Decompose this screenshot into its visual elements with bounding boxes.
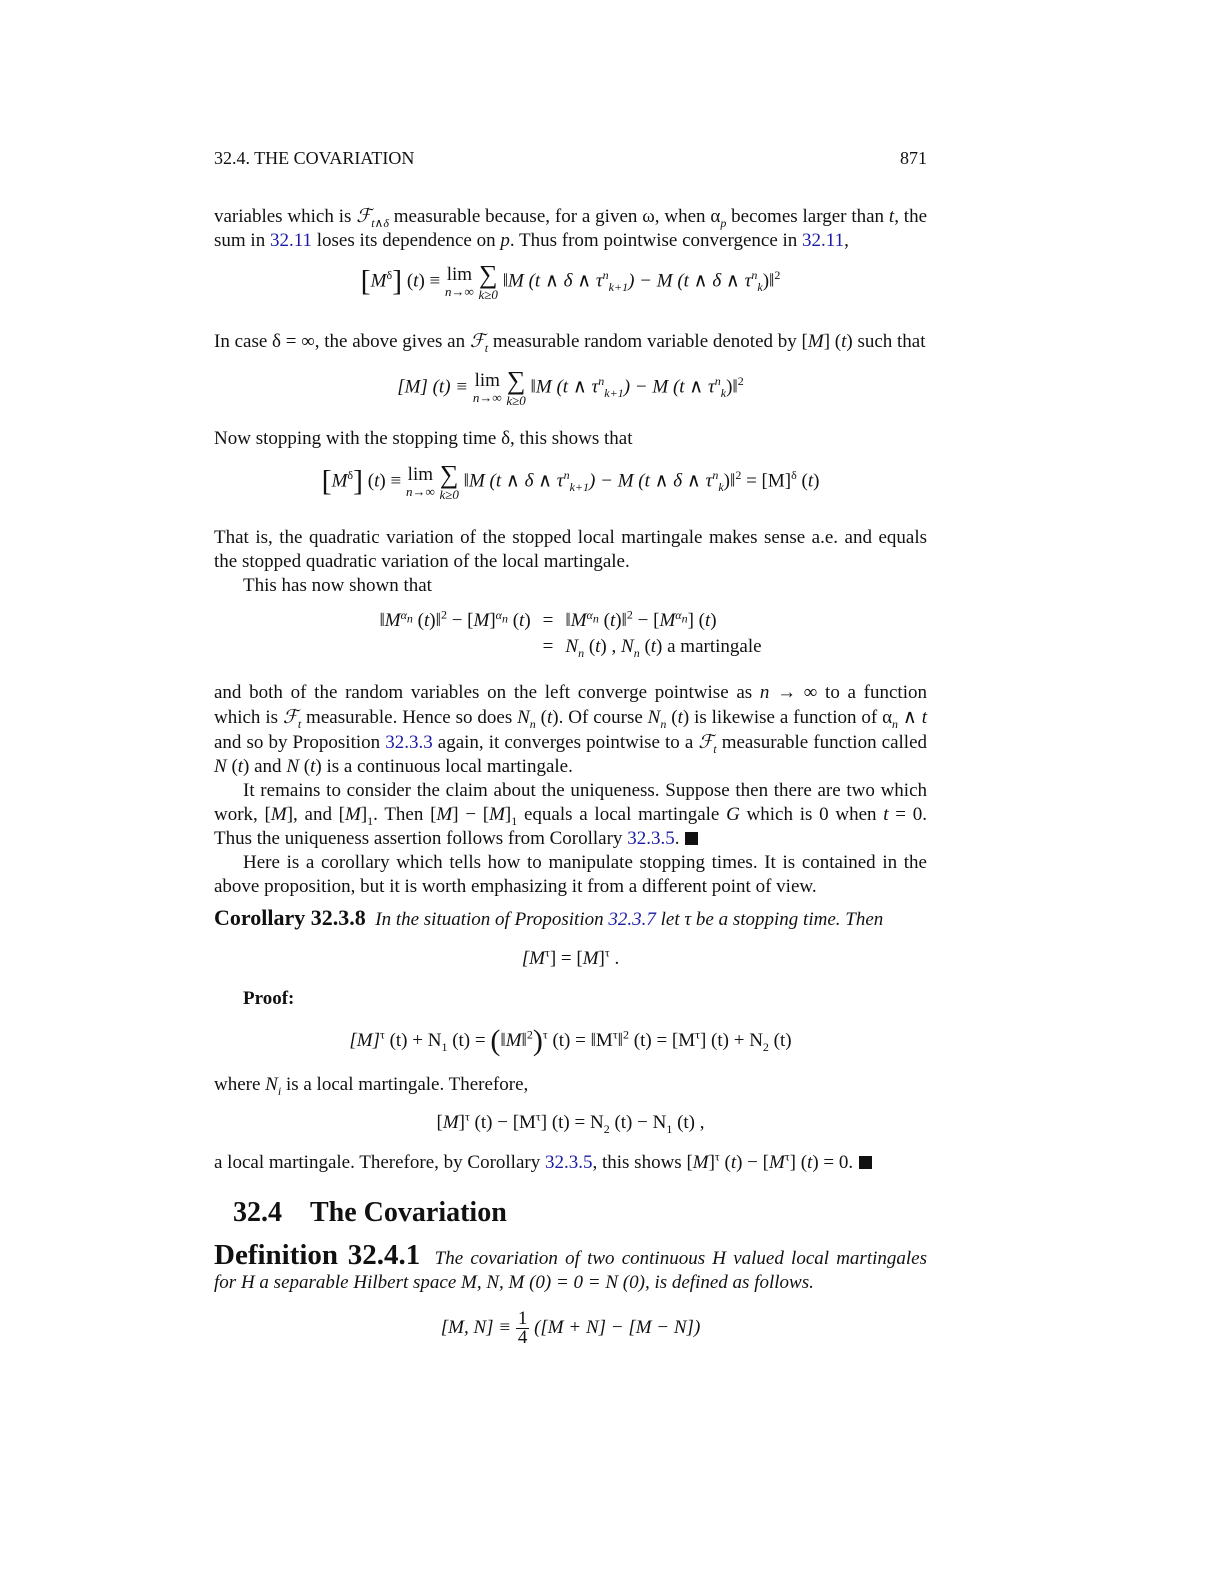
equation-stopped-equals: $[M^\delta] (t)$ ≡ lim n→∞ ∑ k≥0 ‖M (t ∧ δ ∧ $\tau^n_{k+1}) - M$ (t ∧ δ ∧ $\tau^n_k)‖^2 = [M]^\delta$ (t) (321, 460, 820, 502)
qed-icon (685, 832, 698, 845)
ref-32-11-link[interactable]: 32.11 (269, 230, 312, 251)
proof-label-block (214, 987, 927, 1011)
ref-32-11-link-2[interactable]: 32.11 (802, 230, 845, 251)
equation-difference: $[M]^\tau$ $(t) - [M^\tau] (t) = N_2$ $(t) - N_1$ (t) , (436, 1109, 705, 1136)
proof-label: Proof: (243, 988, 295, 1009)
equation-covariation: [M, N] ≡ $\frac{1}{4}$ ([M + N] − [M − N]) (440, 1308, 701, 1348)
section-title: The Covariation (310, 1197, 507, 1228)
equation-proof: $[M]^\tau$ $(t) + N_1$ (t) = (‖M‖$^2$)$^\tau$ $(t) = ‖M^\tau‖^2$ $(t) = [M^\tau] (t) + N_2$ (t) (349, 1024, 792, 1057)
ref-32-3-7-link[interactable]: 32.3.7 (608, 909, 656, 930)
running-header (214, 148, 927, 169)
equation-corollary: $[M^\tau] = [M]^\tau$ . (521, 945, 620, 969)
running-title: 32.4. THE COVARIATION (214, 148, 415, 168)
paragraph-where: where $N_i$ is a local martingale. Therefore, (214, 1074, 529, 1098)
paragraph-stopping: Now stopping with the stopping time δ, this shows that (214, 428, 633, 449)
corollary-32-3-8: Corollary 32.3.8 In the situation of Proposition 32.3.7 let τ be a stopping time. Then (214, 905, 884, 930)
equation-quadratic-variation: [M] (t) ≡ lim n→∞ ∑ k≥0 ‖M (t ∧ $\tau^n_{k+1}) - M$ (t ∧ $\tau^n_k)‖^2$ (397, 366, 744, 408)
ref-32-3-5-link[interactable]: 32.3.5 (627, 828, 675, 849)
paragraph-conclusion: a local martingale. Therefore, by Corollary 32.3.5, this shows $[M]^\tau$ $(t) - [M^\tau] (t) = 0$. (214, 1151, 927, 1175)
page-number: 871 (900, 148, 927, 168)
definition-32-4-1: Definition 32.4.1 The covariation of two continuous H valued local martingales for H a separable Hilbert space M, N, M (0) = 0 = N (0), is defined as follows. (214, 1239, 927, 1293)
paragraph-delta-infinity: In case δ = ∞, the above gives an ℱ$_t$ measurable random variable denoted by [M] (t) such that (214, 330, 926, 355)
definition-label: Definition 32.4.1 (214, 1239, 421, 1271)
corollary-label: Corollary 32.3.8 (214, 905, 366, 930)
page (214, 0, 927, 1584)
equation-stopped-quadratic-variation: $[M^\delta] (t)$ ≡ lim n→∞ ∑ k≥0 ‖M (t ∧ δ ∧ $\tau^n_{k+1}) - M$ (t ∧ δ ∧ $\tau^n_k)‖^2$ (360, 260, 781, 302)
paragraph-measurability: variables which is ℱ$_{t\wedge\delta}$ measurable because, for a given ω, when $\alpha_p$ becomes larger than t, the sum in 32.11 loses its dependence on p. Thus from pointwise convergence in 32.11, (214, 205, 928, 251)
qed-icon-2 (859, 1156, 872, 1169)
equation-aligned-martingale: $‖M^{\alpha_n}$ (t)‖$^2$ − $[M]^{\alpha_n}$ (t) = $‖M^{\alpha_n}$ (t)‖$^2$ − $[M^{\alpha_n}]$ (t) = $N_n$ (t) , $N_n$ (t) a martingale (379, 607, 762, 660)
section-heading (233, 1197, 946, 1229)
paragraph-interpretation: That is, the quadratic variation of the stopped local martingale makes sense a.e. and equals the stopped quadratic variation of the local martingale. This has now shown that (214, 527, 927, 596)
ref-32-3-3-link[interactable]: 32.3.3 (385, 732, 433, 753)
ref-32-3-5-link-2[interactable]: 32.3.5 (544, 1152, 593, 1173)
paragraph-convergence: and both of the random variables on the left converge pointwise as n → ∞ to a function which is ℱ$_t$ measurable. Hence so does $N_n$ (t). Of course $N_n$ (t) is likewise a function of $\alpha_n$ ∧ t and so by Proposition 32.3.3 again, it converges pointwise to a ℱ$_t$ measurable function called N (t) and N (t) is a continuous local martingale. It remains to consider the claim about the uniqueness. Suppose then there are two which work, [M], and $[M]_1$. Then $[M] - [M]_1$ equals a local martingale G which is 0 when t = 0. Thus the uniqueness assertion follows from Corollary 32.3.5. Here is a corollary which tells how to manipulate stopping times. It is contained in the above proposition, but it is worth emphasizing it from a different point of view. (214, 682, 928, 897)
section-number: 32.4 (233, 1197, 282, 1228)
